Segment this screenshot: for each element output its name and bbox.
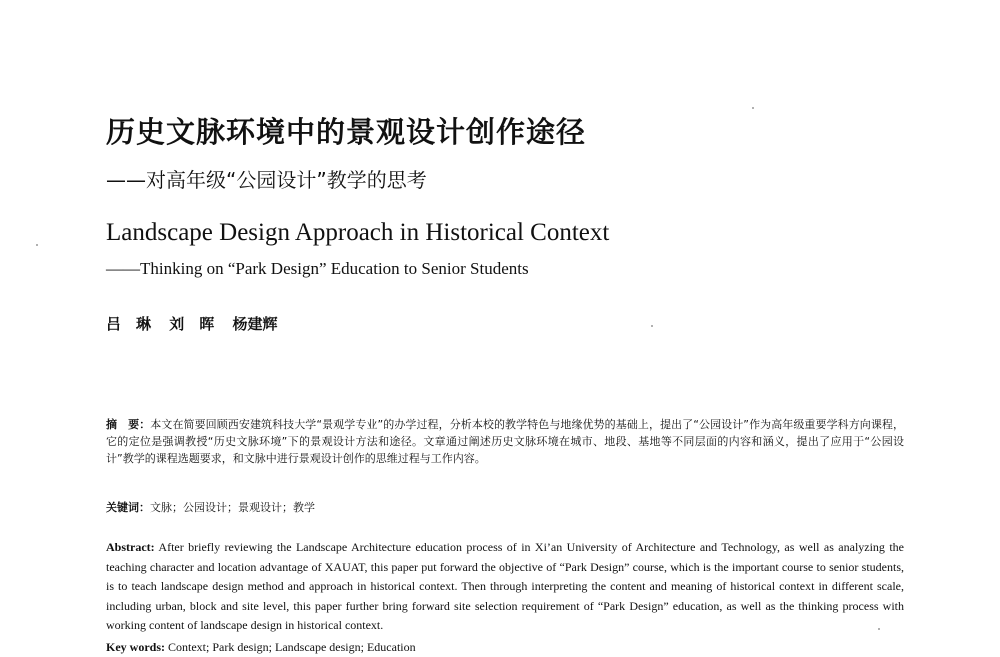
keywords-zh-label: 关键词： <box>106 501 150 514</box>
abstract-zh-label: 摘 要： <box>106 418 151 431</box>
keywords-en-text: Context; Park design; Landscape design; Education <box>168 640 416 654</box>
scan-speck <box>651 325 653 327</box>
author-name: 杨建辉 <box>232 315 278 333</box>
subtitle-zh: ——对高年级“公园设计”教学的思考 <box>106 168 427 192</box>
title-zh: 历史文脉环境中的景观设计创作途径 <box>106 115 587 149</box>
keywords-zh-text: 文脉；公园设计；景观设计；教学 <box>150 501 315 514</box>
abstract-en-label: Abstract: <box>106 540 155 554</box>
author-name: 刘 晖 <box>169 315 215 333</box>
author-name: 吕 琳 <box>106 315 152 333</box>
author-list <box>106 313 291 334</box>
abstract-zh-text: 本文在简要回顾西安建筑科技大学“景观学专业”的办学过程，分析本校的教学特色与地缘优势的基础上，提出了“公园设计”作为高年级重要学科方向课程，它的定位是强调教授“历史文脉环境”下的景观设计方法和途径。文章通过阐述历史文脉环境在城市、地段、基地等不同层面的内容和涵义，提出了应用于“公园设计”教学的课程选题要求，和文脉中进行景观设计创作的思维过程与工作内容。 <box>106 418 905 465</box>
keywords-zh <box>106 499 904 516</box>
abstract-zh <box>106 416 904 467</box>
subtitle-en: ——Thinking on “Park Design” Education to Senior Students <box>106 259 529 278</box>
scan-speck <box>878 628 880 630</box>
abstract-en <box>106 538 904 636</box>
scan-speck <box>36 244 38 246</box>
scan-speck <box>752 107 754 109</box>
abstract-en-text: After briefly reviewing the Landscape Architecture education process of in Xi’an University of Architecture and Technology, as well as analyzing the teaching character and location advantage of XAUAT, this paper put forward the objective of “Park Design” course, which is the important course to senior students, is to teach landscape design method and approach in historical context. Then through interpreting the content and meaning of historical context in different scale, including urban, block and site level, this paper further bring forward site selection requirement of “Park Design” education, as well as the thinking process with working content of landscape design in historical context. <box>106 540 904 632</box>
title-en: Landscape Design Approach in Historical Context <box>106 219 610 246</box>
keywords-en-label: Key words: <box>106 640 165 654</box>
keywords-en <box>106 638 904 657</box>
